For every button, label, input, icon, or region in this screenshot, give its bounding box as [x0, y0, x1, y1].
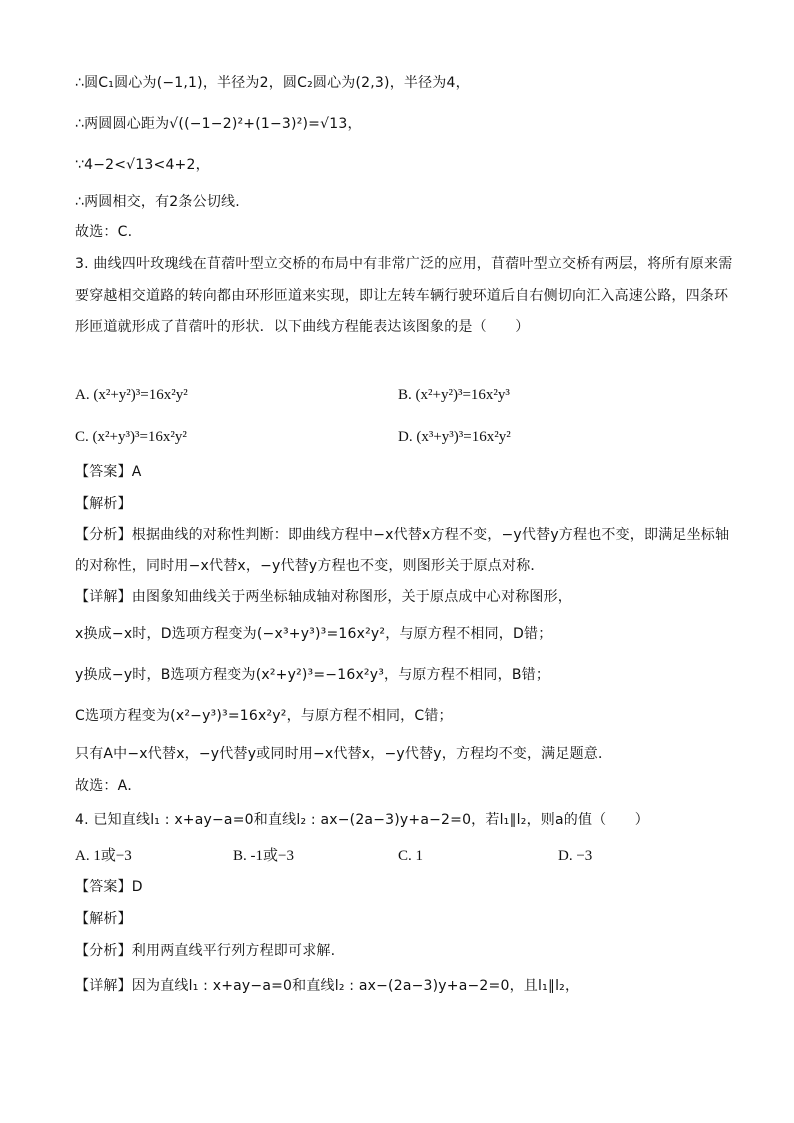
- question-4-option-a: A. 1或−3: [75, 848, 132, 864]
- inequality-line: ∵4−2<√13<4+2，: [75, 157, 210, 173]
- center-distance-line: ∴两圆圆心距为√((−1−2)²+(1−3)²)=√13，: [75, 116, 362, 132]
- question-3-text-1: 3. 曲线四叶玫瑰线在苜蓿叶型立交桥的布局中有非常广泛的应用，苜蓿叶型立交桥有两层，将所有原来需: [75, 256, 733, 272]
- question-3-option-c: C. (x²+y³)³=16x²y²: [75, 429, 187, 445]
- question-3-final-answer: 故选：A．: [75, 778, 142, 794]
- answer-choice-line: 故选：C.: [75, 224, 133, 240]
- question-3-detail-2: x换成−x时，D选项方程变为(−x³+y³)³=16x²y²，与原方程不相同，D错；: [75, 626, 553, 642]
- question-3-detail-4: C选项方程变为(x²−y³)³=16x²y²，与原方程不相同，C错；: [75, 708, 453, 724]
- question-3-text-3: 形匝道就形成了苜蓿叶的形状．以下曲线方程能表达该图象的是（ ）: [75, 319, 530, 335]
- question-4-option-d: D. −3: [558, 848, 593, 864]
- question-4-detail: 【详解】因为直线l₁ : x+ay−a=0和直线l₂ : ax−(2a−3)y+a−2=0，且l₁∥l₂，: [75, 978, 580, 994]
- question-3-option-d: D. (x³+y³)³=16x²y²: [398, 429, 511, 445]
- question-4-option-b: B. -1或−3: [233, 848, 294, 864]
- conclusion-line: ∴两圆相交，有2条公切线.: [75, 194, 240, 210]
- question-4-answer: 【答案】D: [75, 879, 143, 895]
- question-3-analysis-2: 的对称性，同时用−x代替x，−y代替y方程也不变，则图形关于原点对称．: [75, 558, 545, 574]
- question-3-analysis-heading: 【解析】: [75, 496, 132, 512]
- question-3-option-a: A. (x²+y²)³=16x²y²: [75, 387, 188, 403]
- question-4-option-c: C. 1: [398, 848, 424, 864]
- question-3-answer: 【答案】A: [75, 464, 142, 480]
- question-3-text-2: 要穿越相交道路的转向都由环形匝道来实现，即让左转车辆行驶环道后自右侧切向汇入高速公路，四条环: [75, 288, 729, 304]
- question-4-analysis: 【分析】利用两直线平行列方程即可求解.: [75, 943, 336, 959]
- question-3-option-b: B. (x²+y²)³=16x²y³: [398, 387, 510, 403]
- question-3-detail-5: 只有A中−x代替x，−y代替y或同时用−x代替x，−y代替y，方程均不变，满足题意．: [75, 746, 613, 762]
- question-3-analysis-1: 【分析】根据曲线的对称性判断：即曲线方程中−x代替x方程不变，−y代替y方程也不变，即满足坐标轴: [75, 527, 730, 543]
- question-4-analysis-heading: 【解析】: [75, 911, 132, 927]
- circle-centers-line: ∴圆C₁圆心为(−1,1)，半径为2，圆C₂圆心为(2,3)，半径为4，: [75, 75, 470, 91]
- question-3-detail-1: 【详解】由图象知曲线关于两坐标轴成轴对称图形，关于原点成中心对称图形，: [75, 589, 572, 605]
- question-4-text: 4. 已知直线l₁ : x+ay−a=0和直线l₂ : ax−(2a−3)y+a−2=0，若l₁∥l₂，则a的值（ ）: [75, 812, 649, 828]
- question-3-detail-3: y换成−y时，B选项方程变为(x²+y²)³=−16x²y³，与原方程不相同，B错；: [75, 667, 551, 683]
